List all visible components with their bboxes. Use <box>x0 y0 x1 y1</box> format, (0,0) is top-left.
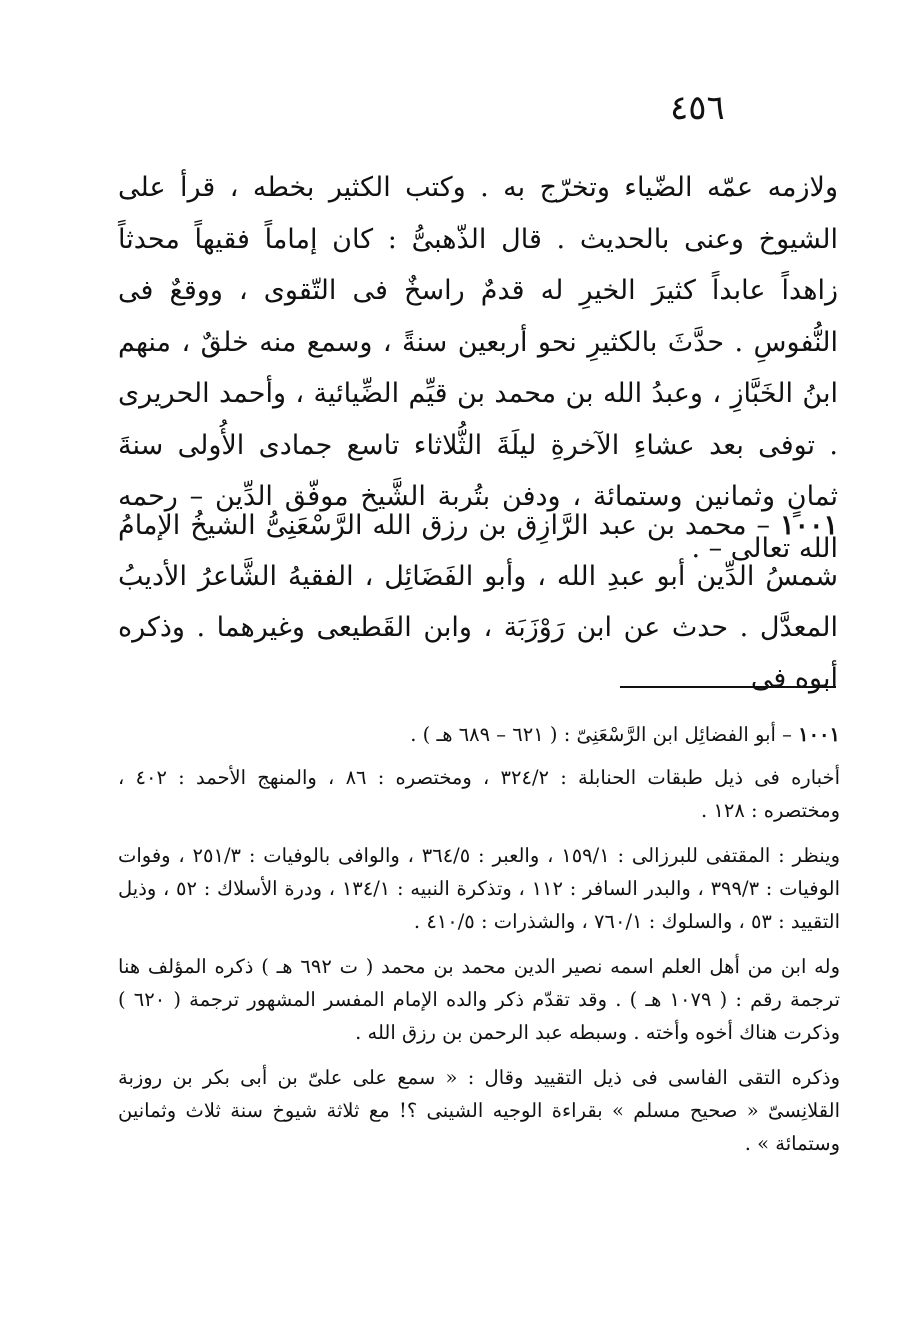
footnotes-block <box>118 718 840 1172</box>
entry-text: محمد بن عبد الرَّازِق بن رزق الله الرَّسْعَنِىُّ الشيخُ الإمامُ شمسُ الدِّين أبو عبدِ الله ، وأبو الفَضَائِل ، الفقيهُ الشَّاعرُ الأديبُ المعدَّل . حدث عن ابن رَوْزَبَة ، وابن القَطيعى وغيرهما . وذكره أبوه فى <box>118 510 838 694</box>
footnote-note-1: وله ابن من أهل العلم اسمه نصير الدين محمد بن محمد ( ت ٦٩٢ هـ ) ذكره المؤلف هنا ترجمة رقم : ( ١٠٧٩ هـ ) . وقد تقدّم ذكر والده الإمام المفسر المشهور ترجمة ( ٦٢٠ ) وذكرت هناك أخوه وأخته . وسبطه عبد الرحمن بن رزق الله . <box>118 955 840 1044</box>
footnote-sources-1: أخباره فى ذيل طبقات الحنابلة : ٣٢٤/٢ ، ومختصره : ٨٦ ، والمنهج الأحمد : ٤٠٢ ، ومختصره : ١٢٨ . <box>118 766 840 822</box>
footnote-heading: – أبو الفضائِل ابن الرَّسْعَنِىّ : ( ٦٢١ – ٦٨٩ هـ ) . <box>410 723 792 746</box>
footnote-heading-line <box>118 718 840 751</box>
entry-number: ١٠٠١ <box>780 510 839 541</box>
page-number: ٤٥٦ <box>670 88 725 128</box>
footnote-entry-number: ١٠٠١ <box>798 723 840 746</box>
entry-dash: – <box>756 510 771 541</box>
footnote-sources-2: وينظر : المقتفى للبرزالى : ١٥٩/١ ، والعبر : ٣٦٤/٥ ، والوافى بالوفيات : ٢٥١/٣ ، وفوات الوفيات : ٣٩٩/٣ ، والبدر السافر : ١١٢ ، وتذكرة النبيه : ١٣٤/١ ، ودرة الأسلاك : ٥٢ ، وذيل التقييد : ٥٣ ، والسلوك : ٧٦٠/١ ، والشذرات : ٤١٠/٥ . <box>118 844 841 933</box>
footnote-separator <box>620 686 836 688</box>
main-paragraph: ولازمه عمّه الضّياء وتخرّج به . وكتب الكثير بخطه ، قرأ على الشيوخ وعنى بالحديث . قال الذّهبىُّ : كان إماماً فقيهاً محدثاً زاهداً عابداً كثيرَ الخيرِ له قدمٌ راسخٌ فى التّقوى ، ووقعٌ فى النُّفوسِ . حدَّثَ بالكثيرِ نحو أربعين سنةً ، وسمع منه خلقٌ ، منهم ابنُ الخَبَّازِ ، وعبدُ الله بن محمد بن قيِّم الضِّيائية ، وأحمد الحريرى . توفى بعد عشاءِ الآخرةِ ليلَةَ الثُّلاثاء تاسع جمادى الأُولى سنةَ ثمانٍ وثمانين وستمائة ، ودفن بتُربة الشَّيخ موفّق الدِّين – رحمه الله تعالى – . <box>118 172 838 564</box>
footnote-note-2: وذكره التقى الفاسى فى ذيل التقييد وقال : « سمع على علىّ بن أبى بكر بن روزبة القلانِسىّ « صحيح مسلم » بقراءة الوجيه الشينى ؟! مع ثلاثة شيوخ سنة ثلاث وثمانين وستمائة » . <box>118 1066 840 1155</box>
biography-entry <box>118 500 838 704</box>
